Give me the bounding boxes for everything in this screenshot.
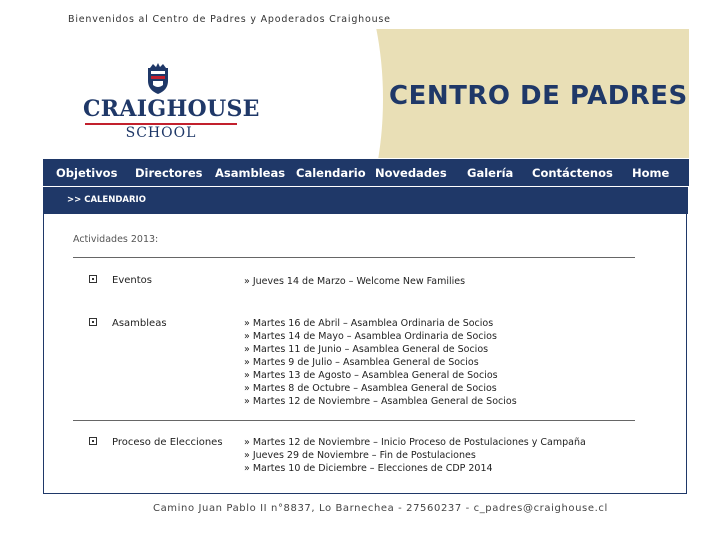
assembly-entry: » Martes 11 de Junio – Asamblea General de Socios [244,344,489,355]
assembly-entry: » Martes 13 de Agosto – Asamblea General de Socios [244,370,498,381]
assembly-entry: » Martes 14 de Mayo – Asamblea Ordinaria de Socios [244,331,497,342]
nav-home[interactable]: Home [632,166,670,180]
divider [73,257,635,258]
group-label-eventos: Eventos [112,275,152,286]
section-title: >> CALENDARIO [67,195,146,205]
bullet-icon [89,275,97,283]
group-label-asambleas: Asambleas [112,318,167,329]
assembly-entry: » Martes 16 de Abril – Asamblea Ordinaria de Socios [244,318,494,329]
election-entry: » Martes 12 de Noviembre – Inicio Proceso de Postulaciones y Campaña [244,437,586,448]
bullet-icon [89,318,97,326]
group-label-elecciones: Proceso de Elecciones [112,437,223,448]
calendar-panel [43,187,687,494]
bullet-icon [89,437,97,445]
nav-directores[interactable]: Directores [135,166,203,180]
assembly-entry: » Martes 12 de Noviembre – Asamblea General de Socios [244,396,517,407]
assembly-entry: » Martes 8 de Octubre – Asamblea General de Socios [244,383,497,394]
main-nav [43,159,689,186]
logo-subtitle: SCHOOL [125,125,197,141]
event-entry: » Jueves 14 de Marzo – Welcome New Families [244,276,466,287]
welcome-text: Bienvenidos al Centro de Padres y Apoderados Craighouse [68,14,391,25]
section-header [44,187,688,214]
nav-objetivos[interactable]: Objetivos [56,166,118,180]
nav-calendario[interactable]: Calendario [296,166,366,180]
election-entry: » Martes 10 de Diciembre – Elecciones de CDP 2014 [244,463,493,474]
nav-asambleas[interactable]: Asambleas [215,166,286,180]
logo-name: CRAIGHOUSE [83,96,260,122]
nav-galeria[interactable]: Galería [467,166,514,180]
school-logo[interactable] [83,63,260,143]
activities-heading: Actividades 2013: [73,234,159,245]
divider [73,420,635,421]
nav-contactenos[interactable]: Contáctenos [532,166,613,180]
nav-novedades[interactable]: Novedades [375,166,447,180]
crest-icon [145,63,171,95]
banner-title: CENTRO DE PADRES [389,81,688,111]
election-entry: » Jueves 29 de Noviembre – Fin de Postulaciones [244,450,476,461]
header-banner [43,29,689,158]
footer-contact: Camino Juan Pablo II n°8837, Lo Barnechea - 27560237 - c_padres@craighouse.cl [153,503,608,514]
assembly-entry: » Martes 9 de Julio – Asamblea General de Socios [244,357,479,368]
